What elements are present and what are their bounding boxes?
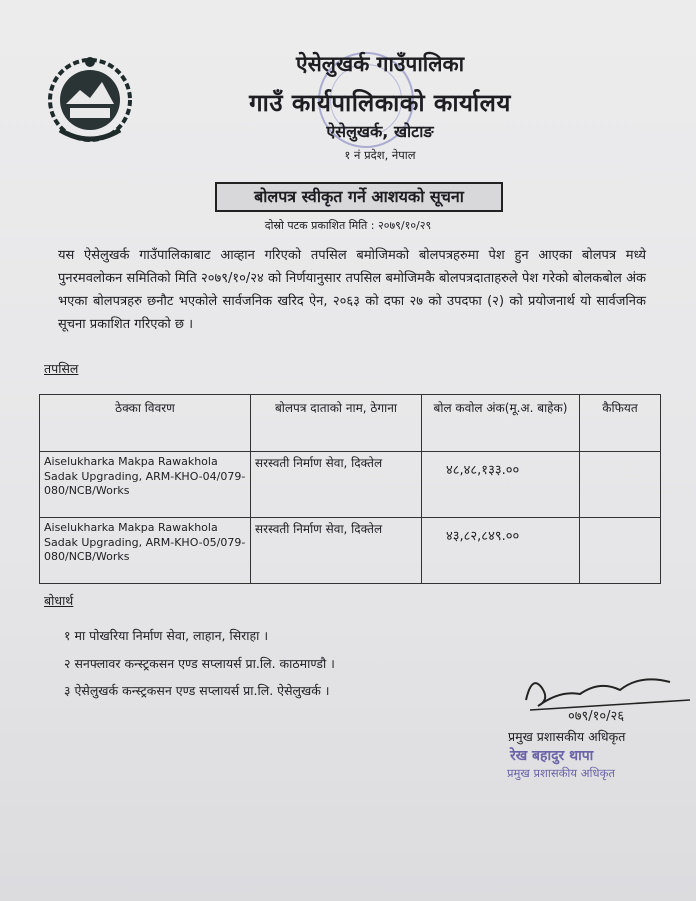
notice-body: यस ऐसेलुखर्क गाउँपालिकाबाट आव्हान गरिएको तपसिल बमोजिमको बोलपत्रहरुमा पेश हुन आएका बोलपत्र मध्ये पुनरमवलोकन समितिको मिति २०७९/१०/२४ को निर्णयानुसार तपसिल बमोजिमकै बोलपत्रदाताहरुले पेश गरेको बोलकबोल अंक भएका बोलपत्रहरु छनौट भएकोले सार्वजनिक खरिद ऐन, २०६३ को दफा २७ को उपदफा (२) को प्रयोजनार्थ यो सार्वजनिक सूचना प्रकाशित गरिएको छ ।: [58, 248, 646, 332]
contracts-table: [39, 394, 661, 584]
column-header: बोलपत्र दाताको नाम, ठेगाना: [251, 395, 422, 452]
notice-title: बोलपत्र स्वीकृत गर्ने आशयको सूचना: [215, 182, 503, 212]
contract-description: Aiselukharka Makpa Rawakhola Sadak Upgrading, ARM-KHO-05/079-080/NCB/Works: [40, 518, 251, 584]
province-name: १ नं प्रदेश, नेपाल: [344, 148, 416, 162]
table-header-row: [40, 395, 661, 452]
government-emblem-icon: [40, 52, 140, 144]
seal-title: प्रमुख प्रशासकीय अधिकृत: [507, 766, 615, 780]
municipality-name: ऐसेलुखर्क गाउँपालिका: [295, 52, 465, 76]
signatory-title: प्रमुख प्रशासकीय अधिकृत: [508, 729, 626, 744]
column-header: कैफियत: [580, 395, 661, 452]
column-header: ठेक्का विवरण: [40, 395, 251, 452]
bid-amount: ४३,८२,८४९.००: [422, 518, 580, 584]
office-name: गाउँ कार्यपालिकाको कार्यालय: [249, 89, 511, 117]
bodhartha-label: बोधार्थ: [44, 593, 74, 608]
bid-amount: ४८,४८,१३३.००: [422, 452, 580, 518]
contract-description: Aiselukharka Makpa Rawakhola Sadak Upgrading, ARM-KHO-04/079-080/NCB/Works: [40, 452, 251, 518]
office-location: ऐसेलुखर्क, खोटाङ: [326, 122, 434, 141]
column-header: बोल कवोल अंक(मू.अ. बाहेक): [422, 395, 580, 452]
bidder-name: सरस्वती निर्माण सेवा, दिक्तेल: [251, 518, 422, 584]
cc-item: १ मा पोखरिया निर्माण सेवा, लाहान, सिराहा ।: [64, 628, 269, 643]
tapsil-label: तपसिल: [44, 361, 79, 376]
publish-date: दोस्रो पटक प्रकाशित मिति : २०७९/१०/२९: [264, 219, 432, 232]
remarks-cell: [580, 518, 661, 584]
cc-item: ३ ऐसेलुखर्क कन्स्ट्रकसन एण्ड सप्लायर्स प्रा.लि. ऐसेलुखर्क ।: [64, 683, 330, 698]
seal-name: रेख बहादुर थापा: [510, 748, 594, 764]
signature-scrawl: [520, 660, 695, 722]
table-row: [40, 452, 661, 518]
signature-date: ०७९/१०/२६: [568, 709, 625, 722]
table-row: [40, 518, 661, 584]
bidder-name: सरस्वती निर्माण सेवा, दिक्तेल: [251, 452, 422, 518]
cc-item: २ सनफ्लावर कन्स्ट्रकसन एण्ड सप्लायर्स प्रा.लि. काठमाण्डौ ।: [64, 656, 335, 671]
remarks-cell: [580, 452, 661, 518]
